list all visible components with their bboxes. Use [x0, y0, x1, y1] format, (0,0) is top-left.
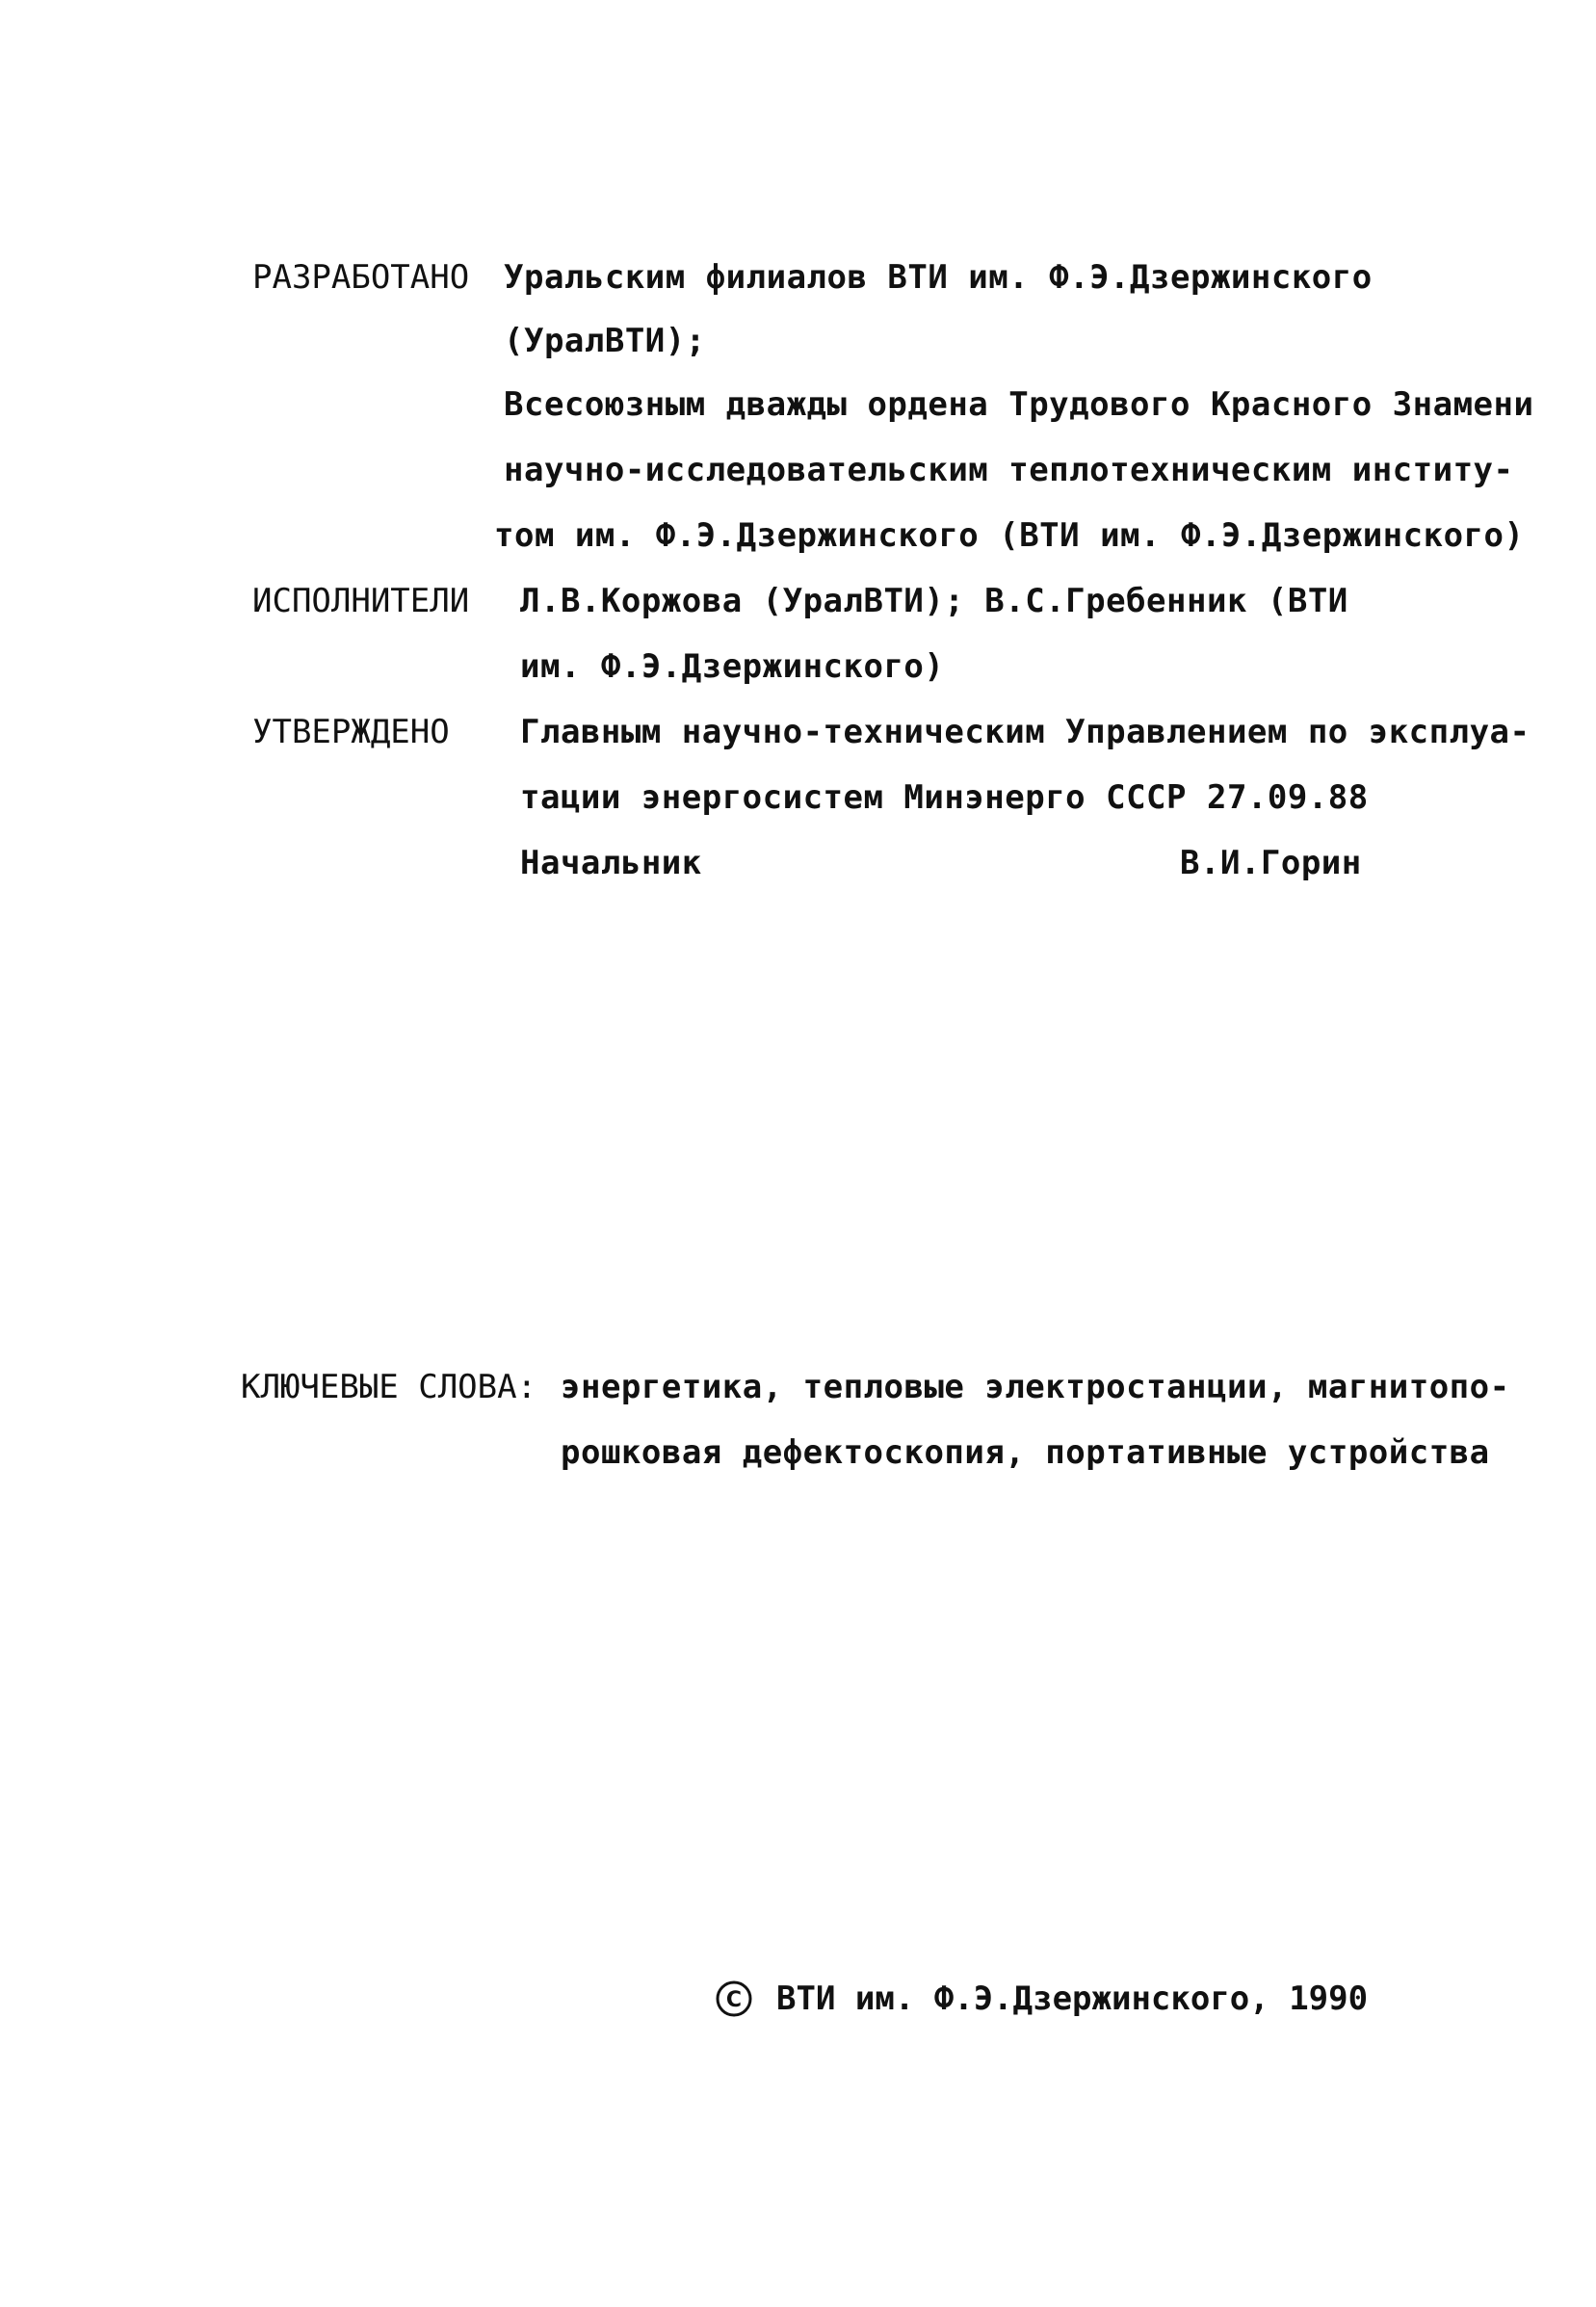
developed-line-5: том им. Ф.Э.Дзержинского (ВТИ им. Ф.Э.Дзержинского): [494, 516, 1525, 555]
copyright-notice: [715, 1979, 1368, 2018]
executors-line-2: им. Ф.Э.Дзержинского): [520, 647, 945, 686]
keywords-line-1: энергетика, тепловые электростанции, магнитопо-: [561, 1368, 1510, 1406]
approved-position: Начальник: [520, 844, 702, 882]
executors-label: ИСПОЛНИТЕЛИ: [252, 582, 470, 620]
keywords-line-2: рошковая дефектоскопия, портативные устройства: [561, 1433, 1490, 1472]
keywords-label: КЛЮЧЕВЫЕ СЛОВА:: [241, 1368, 537, 1406]
executors-line-1: Л.В.Коржова (УралВТИ); В.С.Гребенник (ВТИ: [520, 582, 1348, 620]
approved-label: УТВЕРЖДЕНО: [252, 713, 450, 751]
developed-line-3: Всесоюзным дважды ордена Трудового Красного Знамени: [504, 385, 1534, 424]
copyright-icon: [715, 1979, 753, 2018]
developed-label: РАЗРАБОТАНО: [252, 258, 470, 297]
copyright-symbol: C: [725, 1988, 743, 2012]
copyright-text: ВТИ им. Ф.Э.Дзержинского, 1990: [776, 1979, 1369, 2018]
approved-signatory: В.И.Горин: [1180, 844, 1362, 882]
approved-line-2: тации энергосистем Минэнерго СССР 27.09.88: [520, 778, 1369, 817]
developed-line-2: (УралВТИ);: [504, 322, 706, 360]
approved-line-1: Главным научно-техническим Управлением по эксплуа-: [520, 713, 1531, 751]
developed-line-4: научно-исследовательским теплотехническим институ-: [504, 451, 1514, 489]
developed-line-1: Уральским филиалов ВТИ им. Ф.Э.Дзержинского: [504, 258, 1373, 297]
